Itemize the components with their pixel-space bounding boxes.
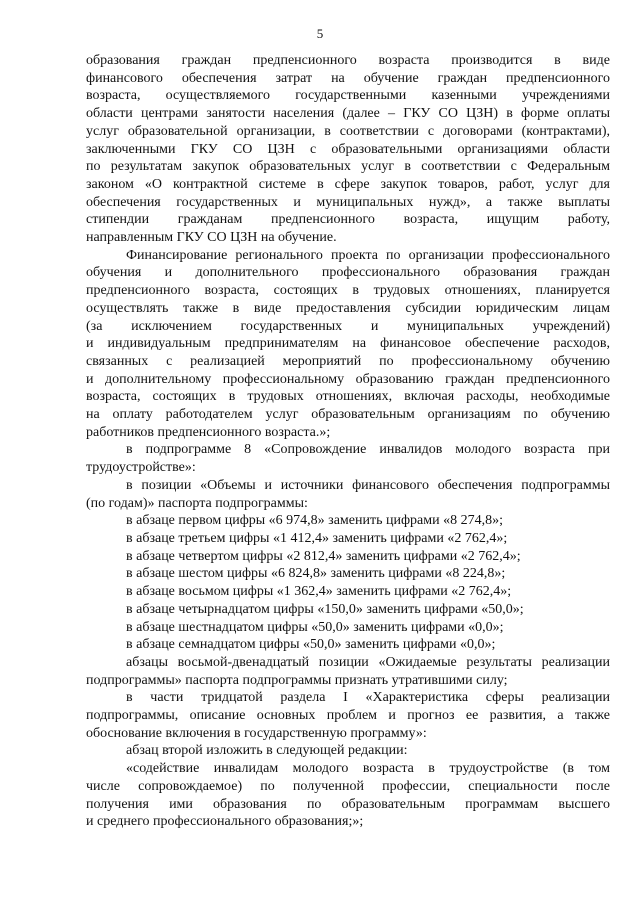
text-line: подпрограммы, описание основных проблем и прогноз ее развития, а также	[86, 708, 610, 724]
text-line: Финансирование регионального проекта по организации профессионального	[126, 247, 610, 263]
text-line: на оплату работодателем услуг образовательным организациям по обучению	[86, 407, 610, 423]
text-line: образования граждан предпенсионного возраста производится в виде	[86, 53, 610, 68]
text-line: связанных с реализацией мероприятий по профессиональному обучению	[86, 353, 610, 369]
page-number: 5	[316, 26, 324, 41]
text-line: (за исключением государственных и муниципальных учреждений)	[86, 318, 610, 334]
text-line: осуществлять также в виде предоставления субсидии юридическим лицам	[86, 300, 610, 316]
text-line: в позиции «Объемы и источники финансового обеспечения подпрограммы	[126, 477, 610, 493]
text-line: трудоустройстве»:	[86, 460, 196, 476]
paragraph-new-wording	[86, 742, 610, 760]
text-line: законом «О контрактной системе в сфере закупок товаров, работ, услуг для	[86, 176, 610, 192]
text-line: услуг образовательной организации, в соответствии с договорами (контрактами),	[86, 123, 610, 139]
text-line: обучения и дополнительного профессионального образования граждан	[86, 265, 610, 281]
text-line: области центрами занятости населения (далее – ГКУ СО ЦЗН) в форме оплаты	[86, 106, 610, 122]
amendment-item: в абзаце шестом цифры «6 824,8» заменить цифрами «8 224,8»;	[126, 566, 506, 582]
text-line: и среднего профессионального образования;»;	[86, 814, 364, 830]
text-line: предпенсионного возраста, состоящих в трудовых отношениях, планируется	[86, 283, 610, 299]
amendment-item: в абзаце шестнадцатом цифры «50,0» заменить цифрами «0,0»;	[126, 619, 504, 635]
paragraph-section-one	[86, 689, 610, 742]
text-line: заключенными ГКУ СО ЦЗН с образовательными организациями области	[86, 141, 610, 157]
paragraph-quoted-text	[86, 760, 610, 831]
text-line: направленным ГКУ СО ЦЗН на обучение.	[86, 230, 337, 246]
text-line: абзац второй изложить в следующей редакции:	[126, 743, 408, 759]
paragraph-subprogram-8	[86, 441, 610, 476]
amendment-item: в абзаце первом цифры «6 974,8» заменить цифрами «8 274,8»;	[126, 513, 503, 529]
text-line: «содействие инвалидам молодого возраста в трудоустройстве (в том	[126, 761, 610, 777]
text-line: подпрограммы» паспорта подпрограммы признать утратившими силу;	[86, 672, 508, 688]
paragraph-financing-position	[86, 477, 610, 512]
amendment-item: в абзаце восьмом цифры «1 362,4» заменить цифрами «2 762,4»;	[126, 584, 512, 600]
paragraph-education-financing	[86, 52, 610, 247]
paragraph-regional-project	[86, 247, 610, 442]
text-line: возраста, состоящих в трудовых отношениях, включая расходы, необходимые	[86, 389, 610, 405]
amendment-item: в абзаце семнадцатом цифры «50,0» заменить цифрами «0,0»;	[126, 637, 496, 653]
text-line: стипендии гражданам предпенсионного возраста, ищущим работу,	[86, 212, 610, 228]
text-line: обеспечения государственных и муниципальных нужд», а также выплаты	[86, 194, 610, 210]
text-line: в части тридцатой раздела I «Характеристика сферы реализации	[126, 690, 610, 706]
text-line: обоснование включения в государственную программу»:	[86, 725, 427, 741]
paragraph-expected-results	[86, 654, 610, 689]
document-body	[86, 52, 610, 831]
text-line: и дополнительному профессиональному образованию граждан предпенсионного	[86, 371, 610, 387]
amendment-item: в абзаце четырнадцатом цифры «150,0» заменить цифрами «50,0»;	[126, 601, 524, 617]
text-line: и индивидуальным предпринимателям на финансовое обеспечение расходов,	[86, 336, 610, 352]
text-line: финансового обеспечения затрат на обучение граждан предпенсионного	[86, 70, 610, 86]
text-line: работников предпенсионного возраста.»;	[86, 424, 331, 440]
amendments-list	[86, 512, 610, 654]
text-line: числе сопровождаемое) по полученной профессии, специальности после	[86, 778, 610, 794]
amendment-item: в абзаце третьем цифры «1 412,4» заменить цифрами «2 762,4»;	[126, 530, 508, 546]
text-line: по результатам закупок образовательных услуг в соответствии с Федеральным	[86, 159, 610, 175]
text-line: (по годам)» паспорта подпрограммы:	[86, 495, 308, 511]
text-line: в подпрограмме 8 «Сопровождение инвалидов молодого возраста при	[126, 442, 610, 458]
text-line: абзацы восьмой-двенадцатый позиции «Ожидаемые результаты реализации	[126, 654, 610, 670]
text-line: получения ими образования по образовательным программам высшего	[86, 796, 610, 812]
text-line: возраста, осуществляемого государственными казенными учреждениями	[86, 88, 610, 104]
amendment-item: в абзаце четвертом цифры «2 812,4» заменить цифрами «2 762,4»;	[126, 548, 521, 564]
